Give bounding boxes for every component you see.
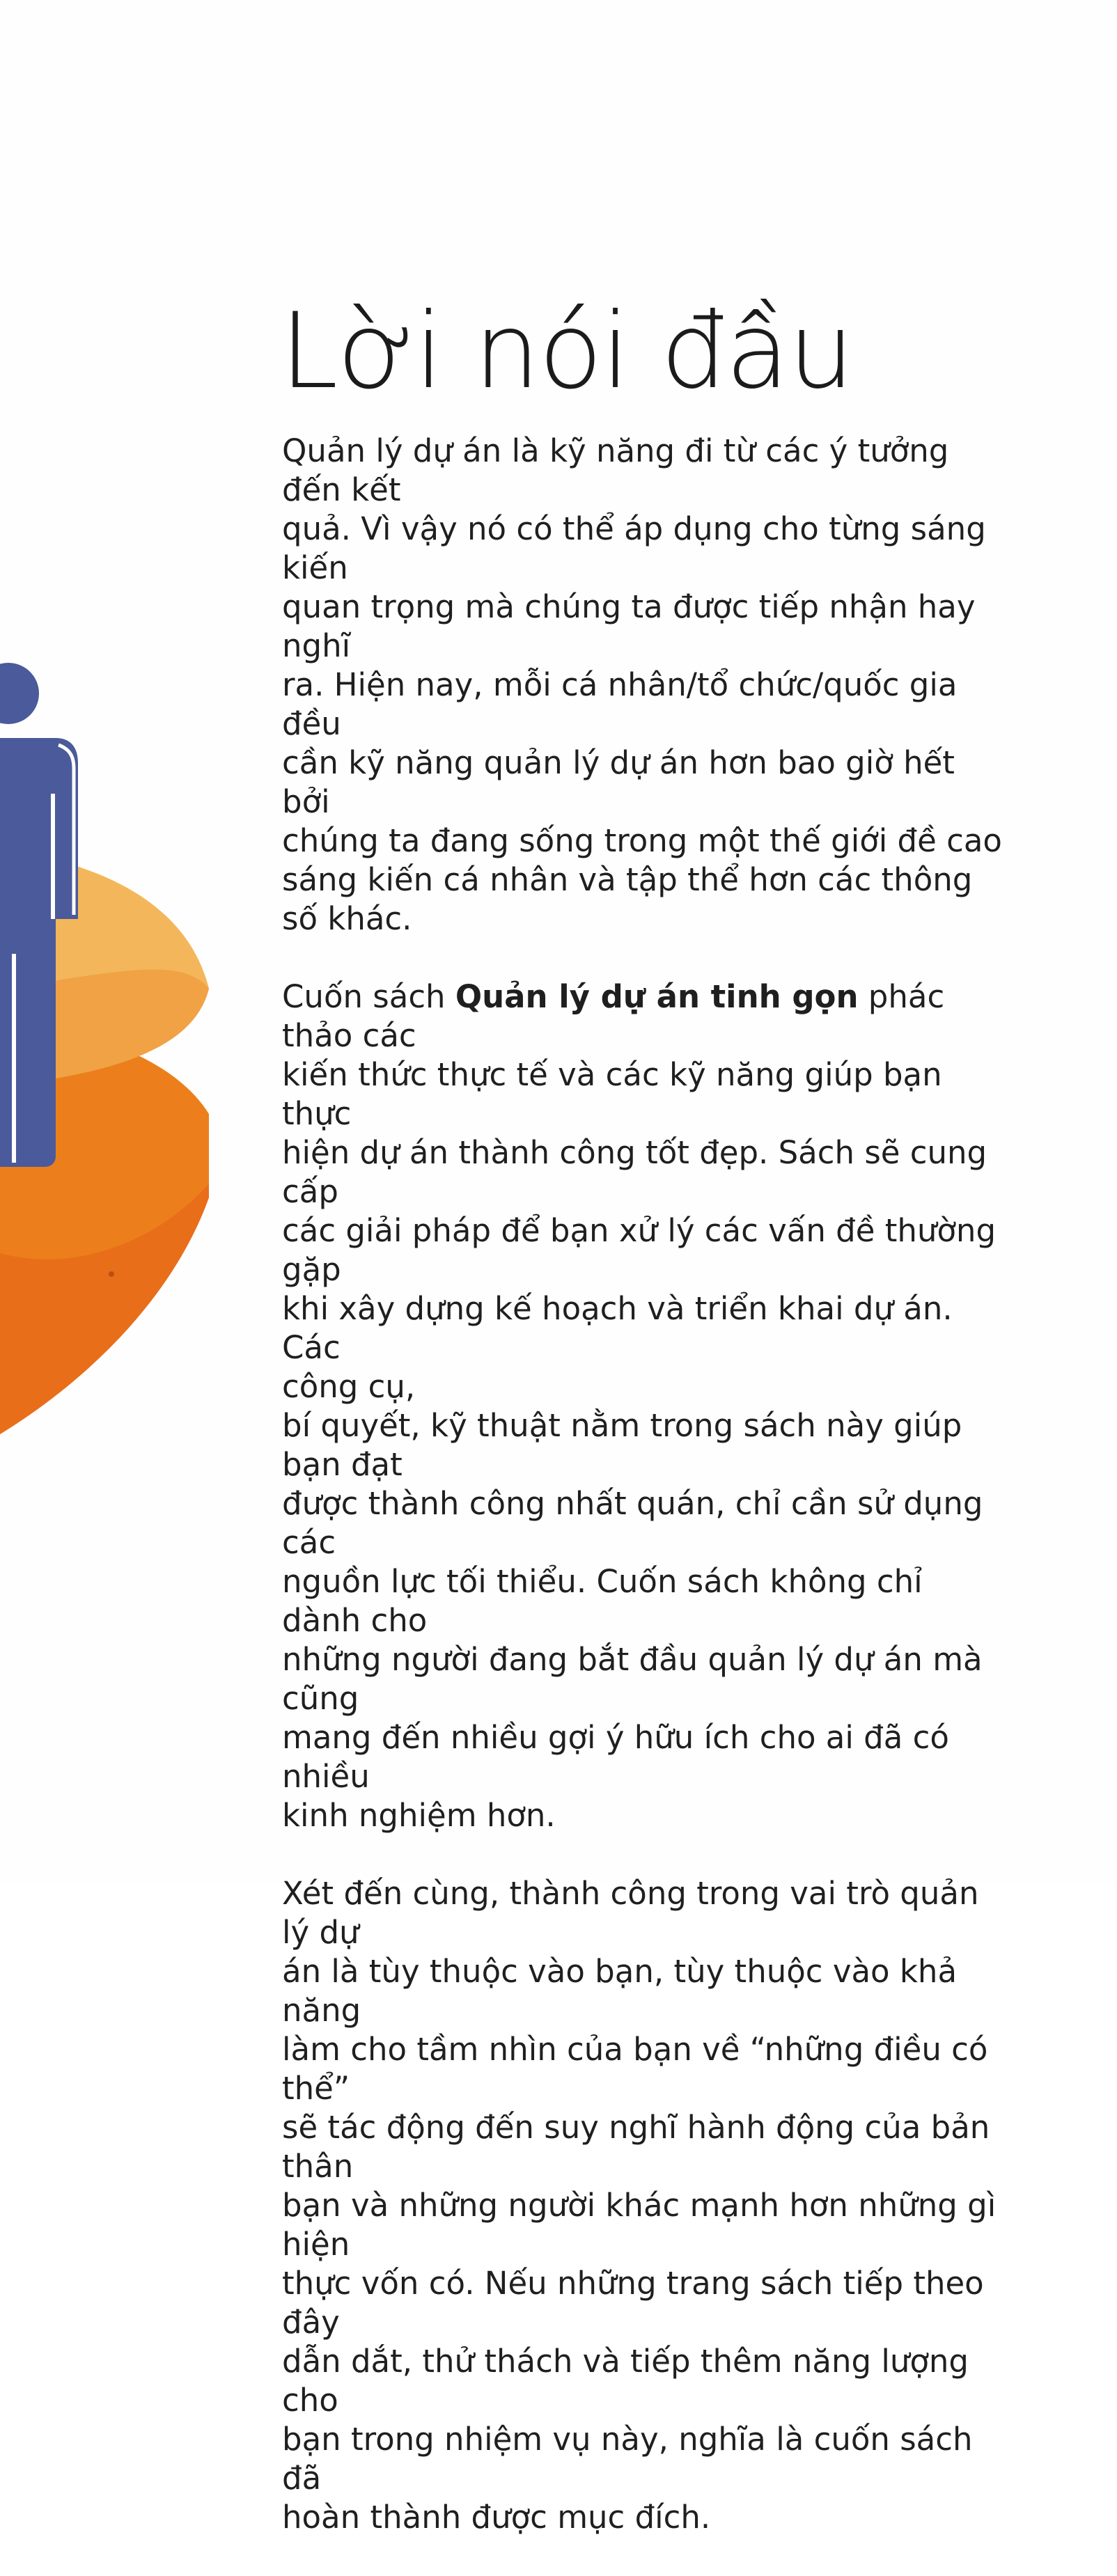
book-title-bold: Quản lý dự án tinh gọn <box>455 978 859 1015</box>
paragraph-2 <box>282 977 1006 1835</box>
paragraph-2-lead: Cuốn sách <box>282 978 455 1015</box>
paragraph-1: Quản lý dự án là kỹ năng đi từ các ý tưởng đến kết quả. Vì vậy nó có thể áp dụng cho từng sáng kiến quan trọng mà chúng ta được tiếp nhận hay nghĩ ra. Hiện nay, mỗi cá nhân/tổ chức/quốc gia đều cần kỹ năng quản lý dự án hơn bao giờ hết bởi chúng ta đang sống trong một thế giới đề cao sáng kiến cá nhân và tập thể hơn các thông số khác. <box>282 432 1002 937</box>
person-head-icon <box>0 663 39 724</box>
paragraph-3: Xét đến cùng, thành công trong vai trò quản lý dự án là tùy thuộc vào bạn, tùy thuộc vào khả năng làm cho tầm nhìn của bạn về “những điều có thể” sẽ tác động đến suy nghĩ hành động của bản thân bạn và những người khác mạnh hơn những gì hiện thực vốn có. Nếu những trang sách tiếp theo đây dẫn dắt, thử thách và tiếp thêm năng lượng cho bạn trong nhiệm vụ này, nghĩa là cuốn sách đã hoàn thành được mục đích. <box>282 1875 997 2536</box>
paragraph-2-rest: phác thảo các kiến thức thực tế và các kỹ năng giúp bạn thực hiện dự án thành công tốt đẹp. Sách sẽ cung cấp các giải pháp để bạn xử lý các vấn đề thường gặp khi xây dựng kế hoạch và triển khai dự án. Các công cụ, bí quyết, kỹ thuật nằm trong sách này giúp bạn đạt được thành công nhất quán, chỉ cần sử dụng các nguồn lực tối thiểu. Cuốn sách không chỉ dành cho những người đang bắt đầu quản lý dự án mà cũng mang đến nhiều gợi ý hữu ích cho ai đã có nhiều kinh nghiệm hơn. <box>282 978 997 1834</box>
person-on-disk-illustration <box>0 627 223 1462</box>
preface-body <box>282 432 1006 2576</box>
disk-dot <box>109 1271 114 1277</box>
page-title: Lời nói đầu <box>280 291 853 412</box>
